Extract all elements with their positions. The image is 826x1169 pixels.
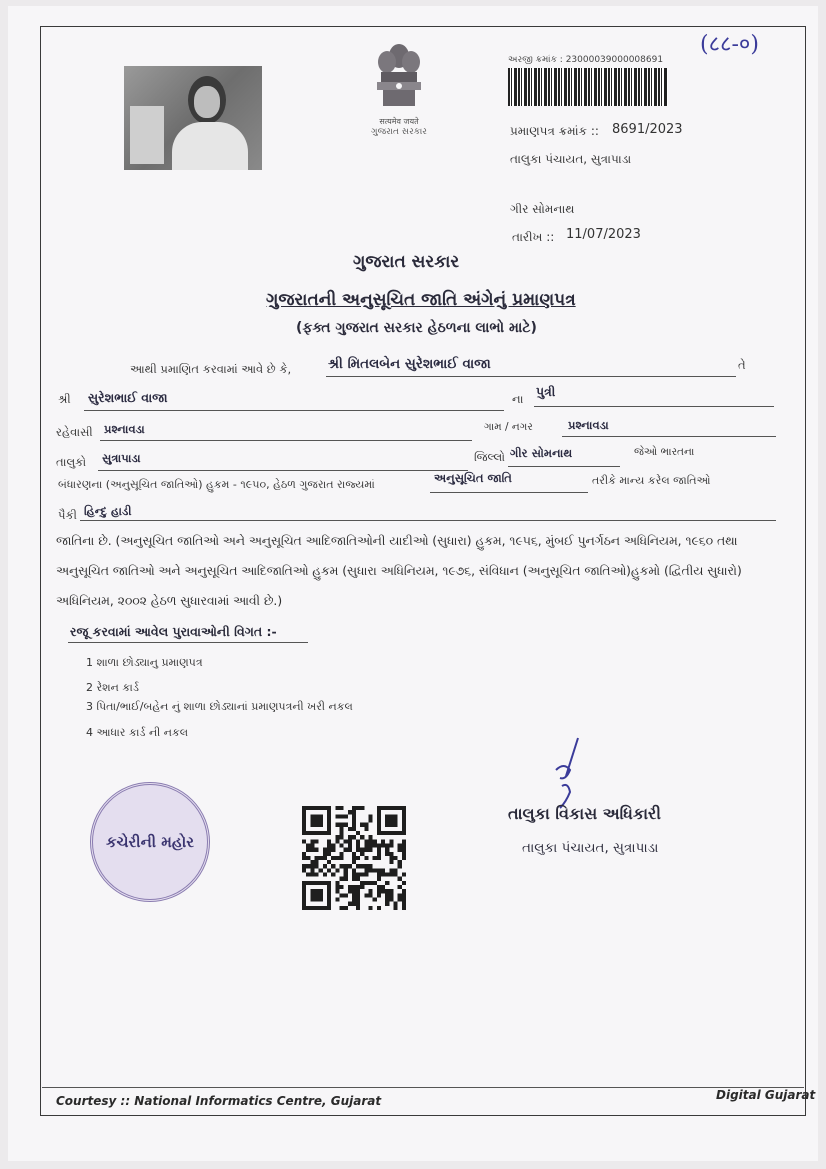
intro-text: આથી પ્રમાણિત કરવામાં આવે છે કે,	[130, 362, 292, 376]
state-emblem	[362, 40, 436, 138]
issue-date: 11/07/2023	[566, 227, 641, 242]
relation: પુત્રી	[536, 384, 556, 399]
among-label: પૈકી	[58, 508, 77, 522]
qr-code	[302, 806, 406, 910]
handwritten-number: (८८-०)	[700, 32, 759, 57]
emblem-motto: सत्यमेव जयते	[379, 117, 419, 126]
courtesy-text: Courtesy :: National Informatics Centre, Gujarat	[56, 1094, 382, 1108]
certificate-number-label: પ્રમાણપત્ર ક્રમાંક ::	[510, 124, 599, 138]
issuing-office: તાલુકા પંચાયત, સુત્રાપાડા	[510, 152, 632, 166]
legal-paragraph-line-3: અધિનિયમ, ૨૦૦૨ હેઠળ સુધારવામાં આવી છે.)	[56, 594, 283, 608]
document-item-3: 3 પિતા/ભાઈ/બહેન નું શાળા છોડ્યાનાં પ્રમાણપત્રની ખરી નકલ	[86, 700, 353, 713]
recognized-text: તરીકે માન્ય કરેલ જાતિઓ	[592, 474, 711, 487]
issuing-district: ગીર સોમનાથ	[510, 202, 575, 216]
district-value: ગીર સોમનાથ	[510, 446, 573, 460]
constitution-text: બંધારણના (અનુસૂચિત જાતિઓ) હુકમ - ૧૯૫૦, હેઠળ ગુજરાત રાજ્યમાં	[58, 478, 375, 491]
office-seal-text: કચેરીની મહોર	[105, 833, 195, 851]
documents-heading: રજૂ કરવામાં આવેલ પુરાવાઓની વિગત :-	[70, 624, 277, 639]
taluka-value: સુત્રાપાડા	[102, 451, 141, 465]
legal-paragraph-line-1: જાતિના છે. (અનુસૂચિત જાતિઓ અને અનુસૂચિત આદિજાતિઓની યાદીઓ (સુધારા) હુકમ, ૧૯૫૬, મુંબઈ પુનર્ગઠન અધિનિયમ, ૧૯૬૦ તથા	[56, 534, 738, 548]
legal-paragraph-line-2: અનુસૂચિત જાતિઓ અને અનુસૂચિત આદિજાતિઓ હુકમ (સુધારા અધિનિયમ, ૧૯૭૬, સંવિધાન (અનુસૂચિત જાતિઓ)હુકમો (દ્વિતીય સુધારો)	[56, 564, 742, 578]
signatory-title: તાલુકા વિકાસ અધિકારી	[508, 804, 661, 823]
barcode	[508, 68, 668, 106]
category-value: અનુસૂચિત જાતિ	[434, 471, 512, 485]
te-text: તે	[738, 358, 746, 372]
office-seal	[90, 782, 210, 902]
district-label: જિલ્લો	[474, 450, 506, 464]
resident-label: રહેવાસી	[56, 425, 93, 439]
document-item-2: 2 રેશન કાર્ડ	[86, 681, 139, 694]
india-text: જેઓ ભારતના	[634, 446, 695, 458]
application-number: અરજી ક્રમાંક : 23000039000008691	[508, 55, 664, 65]
father-name: સુરેશભાઈ વાજા	[88, 390, 168, 405]
certificate-number: 8691/2023	[612, 122, 683, 137]
document-item-4: 4 આધાર કાર્ડ ની નકલ	[86, 726, 189, 739]
government-title: ગુજરાત સરકાર	[353, 252, 460, 272]
resident-value: પ્રશ્નાવડા	[104, 422, 145, 436]
caste-value: હિન્દુ હાડી	[84, 504, 132, 518]
taluka-label: તાલુકો	[56, 455, 87, 469]
village-label: ગામ / નગર	[484, 421, 533, 433]
certificate-note: (ફક્ત ગુજરાત સરકાર હેઠળના લાભો માટે)	[296, 320, 537, 336]
shri-label: શ્રી	[58, 392, 71, 406]
certificate-title: ગુજરાતની અનુસૂચિત જાતિ અંગેનું પ્રમાણપત્ર	[266, 290, 576, 310]
date-label: તારીખ ::	[512, 230, 555, 244]
na-text: ના	[512, 392, 524, 406]
digital-gujarat-brand: Digital Gujarat	[716, 1088, 816, 1102]
lion-capital-icon	[369, 40, 429, 112]
applicant-photo	[124, 66, 262, 170]
holder-name: શ્રી મિતલબેન સુરેશભાઈ વાજા	[328, 356, 491, 372]
document-item-1: 1 શાળા છોડ્યાનુ પ્રમાણપત્ર	[86, 656, 203, 669]
village-value: પ્રશ્નાવડા	[568, 418, 609, 432]
emblem-caption: ગુજરાત સરકાર	[371, 127, 427, 137]
signatory-office: તાલુકા પંચાયત, સુત્રાપાડા	[522, 840, 659, 856]
